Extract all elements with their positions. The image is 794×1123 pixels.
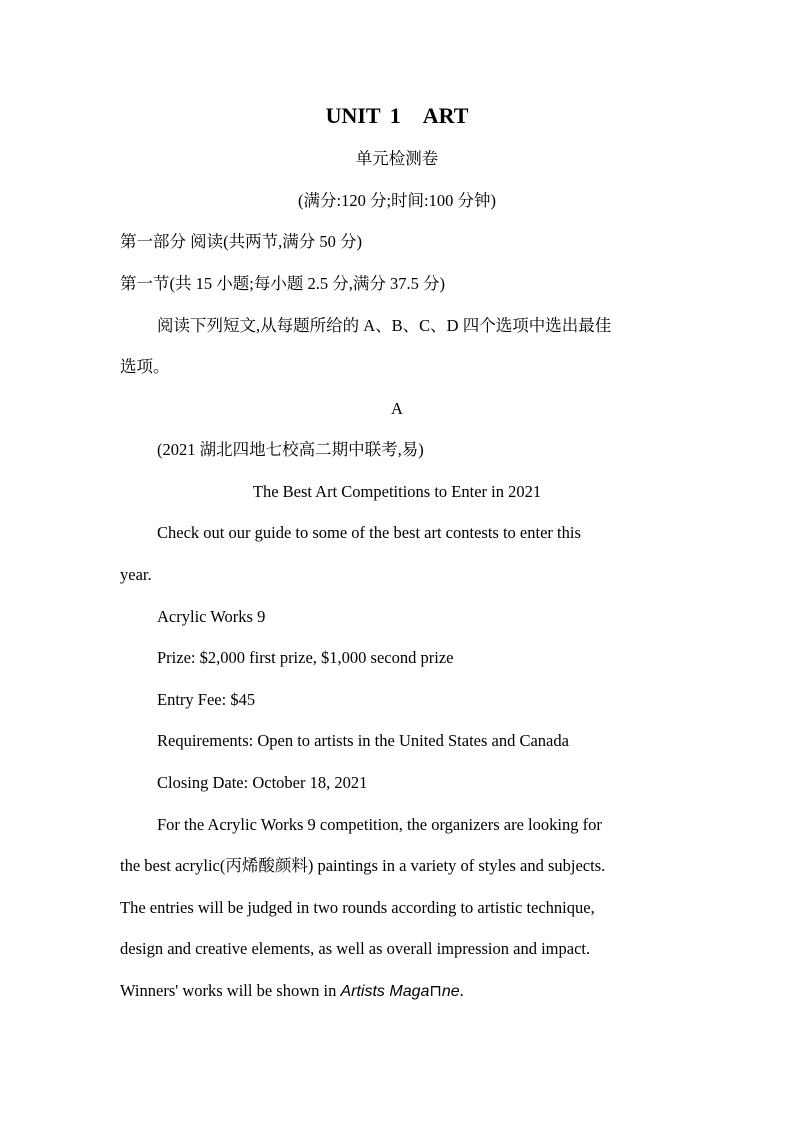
entry-fee-line: Entry Fee: $45 [157, 690, 256, 709]
part-heading: 第一部分 阅读(共两节,满分 50 分) [120, 232, 362, 251]
body-line-5-text: Winners' works will be shown in [120, 981, 341, 1000]
unit-label: UNIT 1 [325, 103, 401, 128]
subtitle: 单元检测卷 [355, 149, 439, 168]
magazine-name: Artists Maga⊓ne [340, 983, 460, 1000]
section-heading: 第一节(共 15 小题;每小题 2.5 分,满分 37.5 分) [120, 274, 445, 293]
body-line-5-end: . [459, 981, 464, 1000]
competition-name: Acrylic Works 9 [157, 607, 266, 626]
unit-topic: ART [422, 103, 469, 128]
intro-line-1: Check out our guide to some of the best art contests to enter this [157, 523, 581, 542]
intro-line-2: year. [120, 565, 152, 584]
passage-source: (2021 湖北四地七校高二期中联考,易) [157, 440, 424, 459]
body-line-3: The entries will be judged in two rounds according to artistic technique, [120, 898, 595, 917]
requirements-line: Requirements: Open to artists in the United States and Canada [157, 731, 569, 750]
instruction-line-2: 选项。 [120, 357, 170, 376]
prize-line: Prize: $2,000 first prize, $1,000 second prize [157, 648, 454, 667]
body-line-4: design and creative elements, as well as overall impression and impact. [120, 939, 591, 958]
score-time: (满分:120 分;时间:100 分钟) [298, 191, 496, 210]
body-line-2: the best acrylic(丙烯酸颜料) paintings in a variety of styles and subjects. [120, 856, 606, 875]
body-line-1: For the Acrylic Works 9 competition, the organizers are looking for [157, 815, 602, 834]
closing-date-line: Closing Date: October 18, 2021 [157, 773, 368, 792]
page-title [0, 105, 794, 127]
passage-letter: A [391, 399, 403, 418]
body-line-5 [120, 980, 464, 1003]
article-title: The Best Art Competitions to Enter in 2021 [252, 482, 542, 501]
instruction-line-1: 阅读下列短文,从每题所给的 A、B、C、D 四个选项中选出最佳 [157, 316, 612, 335]
